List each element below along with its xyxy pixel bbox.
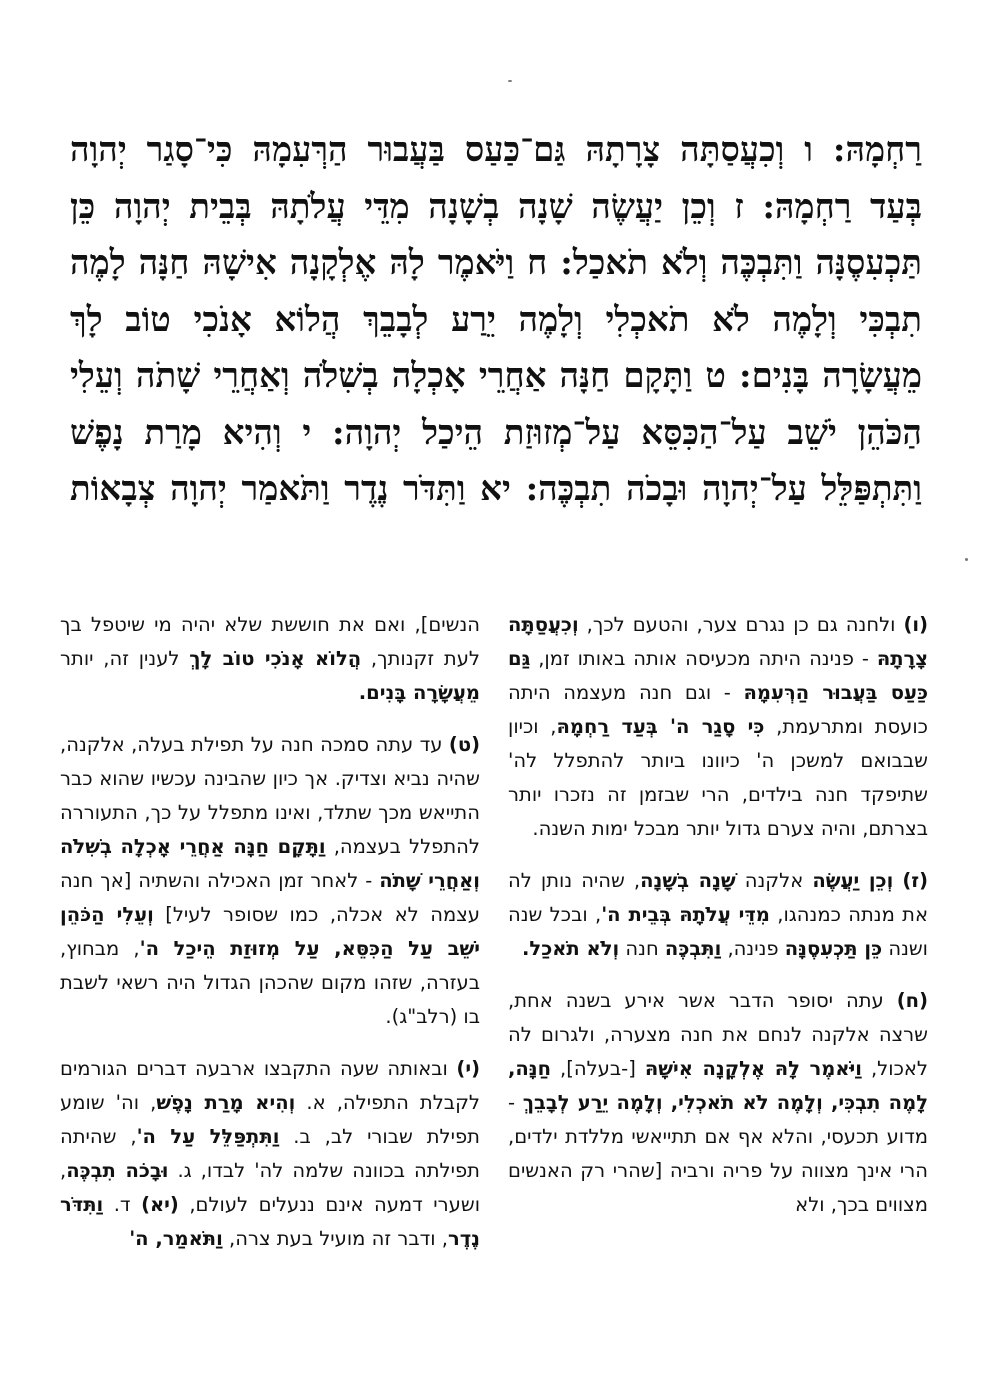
commentary-quote: (יא) xyxy=(141,1193,179,1216)
verse-line: רַחְמָהּ: ו וְכִעֲסַתָּה צָרָתָהּ גַּם־כַּעַס בַּעֲבוּר הַרְּעִמָהּ כִּי־סָגַר יְהוָה xyxy=(70,130,922,170)
commentary-quote: וְלֹא תֹאכַל. xyxy=(521,937,620,960)
commentary-text: , שהיה נותן לה את מנתה כמנהגו, xyxy=(508,869,928,926)
commentary-quote: מִדֵּי עֲלֹתָהּ בְּבֵית ה' xyxy=(601,903,770,926)
commentary-quote: מֵעֲשָׂרָה בָּנִים. xyxy=(358,681,480,704)
commentary-quote: (ז) xyxy=(902,869,928,892)
commentary-text: חנה xyxy=(619,937,665,960)
commentary-quote: הֲלוֹא אָנֹכִי טוֹב לָךְ xyxy=(189,647,362,670)
commentary-text: פנינה, xyxy=(721,937,785,960)
commentary-text: ולחנה גם כן נגרם צער, והטעם לכך, xyxy=(578,613,904,636)
commentary-text: [-בעלה], xyxy=(551,1057,645,1080)
commentary-quote: כֵּן תַּכְעִסֶנָּה xyxy=(784,937,883,960)
commentary-text: , וה' שומע תפילת שבורי לב, ב. xyxy=(60,1091,480,1148)
commentary-paragraph xyxy=(60,728,480,1034)
commentary-text: , ושערי דמעה אינם ננעלים לעולם, xyxy=(60,1159,481,1216)
commentary-quote: שָׁנָה בְשָׁנָה xyxy=(640,869,736,892)
scan-speck xyxy=(965,558,968,561)
verse-line: תַּכְעִסֶנָּה וַתִּבְכֶּה וְלֹא תֹאכַל: ח וַיֹּאמֶר לָהּ אֶלְקָנָה אִישָׁהּ חַנָּה לָמֶה xyxy=(70,243,922,283)
commentary-paragraph xyxy=(508,864,928,966)
commentary-quote: וַתִּתְפַּלֵּל עַל ה' xyxy=(136,1125,280,1148)
commentary-quote: וַתִּדֹּר נֶדֶר xyxy=(60,1193,480,1250)
commentary-text: - וגם חנה מעצמה היתה כועסת ומתרעמת, xyxy=(508,681,928,738)
commentary-text: - מדוע תכעסי, והלא אף אם תתייאשי מללדת ילדים, הרי אינך מצווה על פריה ורביה [שהרי רק האנשים מצווים בכך, ולא xyxy=(508,1091,928,1216)
commentary-paragraph xyxy=(60,608,480,710)
commentary-quote: וְכֵן יַעֲשֶׂה xyxy=(812,869,894,892)
verse-line: מֵעֲשָׂרָה בָּנִים: ט וַתָּקָם חַנָּה אַחֲרֵי אָכְלָה בְשִׁלֹה וְאַחֲרֵי שָׁתֹה וְעֵלִי xyxy=(70,356,922,396)
commentary-quote: וְכִעֲסַתָּה צָרָתָהּ xyxy=(508,613,928,670)
commentary-paragraph xyxy=(60,1052,480,1256)
verse-line: הַכֹּהֵן יֹשֵׁב עַל־הַכִּסֵּא עַל־מְזוּזַת הֵיכַל יְהוָה: י וְהִיא מָרַת נָפֶשׁ xyxy=(70,412,922,453)
commentary-quote: וּבָכֹה תִבְכֶּה xyxy=(66,1159,169,1182)
commentary-quote: וְעֵלִי הַכֹּהֵן יֹשֵׁב עַל הַכִּסֵּא, עַל מְזוּזַת הֵיכַל ה' xyxy=(60,903,481,960)
commentary-text: , מבחוץ, בעזרה, שזהו מקום שהכהן הגדול היה רשאי לשבת בו (רלב"ג). xyxy=(60,937,480,1028)
commentary-quote: (ו) xyxy=(903,613,928,636)
commentary-text: עתה יסופר הדבר אשר אירע בשנה אחת, שרצה אלקנה לנחם את חנה מצערה, ולגרום לה לאכול, xyxy=(508,989,928,1080)
verse-line: תִבְכִּי וְלָמֶה לֹא תֹאכְלִי וְלָמֶה יֵרַע לְבָבֵךְ הֲלוֹא אָנֹכִי טוֹב לָךְ xyxy=(70,299,922,340)
commentary-text: , ודבר זה מועיל בעת צרה, xyxy=(222,1227,448,1250)
verse-line: בְּעַד רַחְמָהּ: ז וְכֵן יַעֲשֶׂה שָׁנָה בְשָׁנָה מִדֵּי עֲלֹתָהּ בְּבֵית יְהוָה כֵּן xyxy=(70,186,922,227)
commentary-text: ד. xyxy=(103,1193,142,1216)
commentary-quote: גַּם כַּעַס בַּעֲבוּר הַרְּעִמָהּ xyxy=(508,647,929,704)
commentary-paragraph xyxy=(508,608,928,846)
commentary-text: אלקנה xyxy=(735,869,813,892)
commentary-column-left xyxy=(60,608,480,1274)
commentary-text: עד עתה סמכה חנה על תפילת בעלה, אלקנה, שהיה נביא וצדיק. אך כיון שהבינה עכשיו שהוא כבר התייאש מכך שתלד, ואינו מתפלל על כך, התעוררה להתפלל בעצמה, xyxy=(60,733,480,858)
commentary-text xyxy=(893,869,902,892)
commentary-quote: (י) xyxy=(456,1057,480,1080)
verse-block xyxy=(70,122,922,518)
commentary-quote: (ח) xyxy=(896,989,928,1012)
commentary-quote: וְהִיא מָרַת נָפֶשׁ xyxy=(156,1091,296,1114)
commentary-column-right xyxy=(508,608,928,1240)
commentary-text: - פנינה היתה מכעיסה אותה באותו זמן, xyxy=(530,647,877,670)
commentary-quote: כִּי סָגַר ה' בְּעַד רַחְמָהּ xyxy=(556,715,765,738)
commentary-text: , ובכל שנה ושנה xyxy=(508,903,928,960)
commentary-text: לענין זה, יותר xyxy=(60,647,190,670)
verse-line: וַתִּתְפַּלֵּל עַל־יְהוָה וּבָכֹה תִבְכֶּה: יא וַתִּדֹּר נֶדֶר וַתֹּאמַר יְהוָה צְבָאוֹת xyxy=(70,469,922,509)
commentary-quote: וַתָּקָם חַנָּה אַחֲרֵי אָכְלָה בְשִׁלֹה וְאַחֲרֵי שָׁתֹה xyxy=(60,835,480,892)
commentary-text: הנשים], ואם את חוששת שלא יהיה מי שיטפל בך לעת זקנותך, xyxy=(60,613,480,670)
commentary-text: , שהיתה תפילתה בכוונה שלמה לה' לבדו, ג. xyxy=(60,1125,480,1182)
commentary-quote: וַתִּבְכֶּה xyxy=(664,937,722,960)
commentary-quote: וַיֹּאמֶר לָהּ אֶלְקָנָה אִישָׁהּ xyxy=(644,1057,862,1080)
commentary-text: ובאותה שעה התקבצו ארבעה דברים הגורמים לקבלת התפילה, א. xyxy=(60,1057,480,1114)
commentary-quote: חַנָּה, לָמֶה תִבְכִּי, וְלָמֶה לֹא תֹאכְלִי, וְלָמֶה יֵרַע לְבָבֵךְ xyxy=(508,1057,928,1114)
commentary-quote: (ט) xyxy=(448,733,480,756)
commentary-quote: וַתֹּאמַר, ה' xyxy=(129,1227,223,1250)
commentary-text: , וכיון שבבואם למשכן ה' כיוונו ביותר להתפלל לה' שתיפקד חנה בילדים, הרי שבזמן זה נזכרו יותר בצרתם, והיה צערם גדול יותר מבכל ימות השנה. xyxy=(508,715,928,840)
commentary-text: - לאחר זמן האכילה והשתיה [אך חנה עצמה לא אכלה, כמו שסופר לעיל] xyxy=(60,869,480,926)
commentary-paragraph xyxy=(508,984,928,1222)
scan-speck xyxy=(508,80,512,82)
